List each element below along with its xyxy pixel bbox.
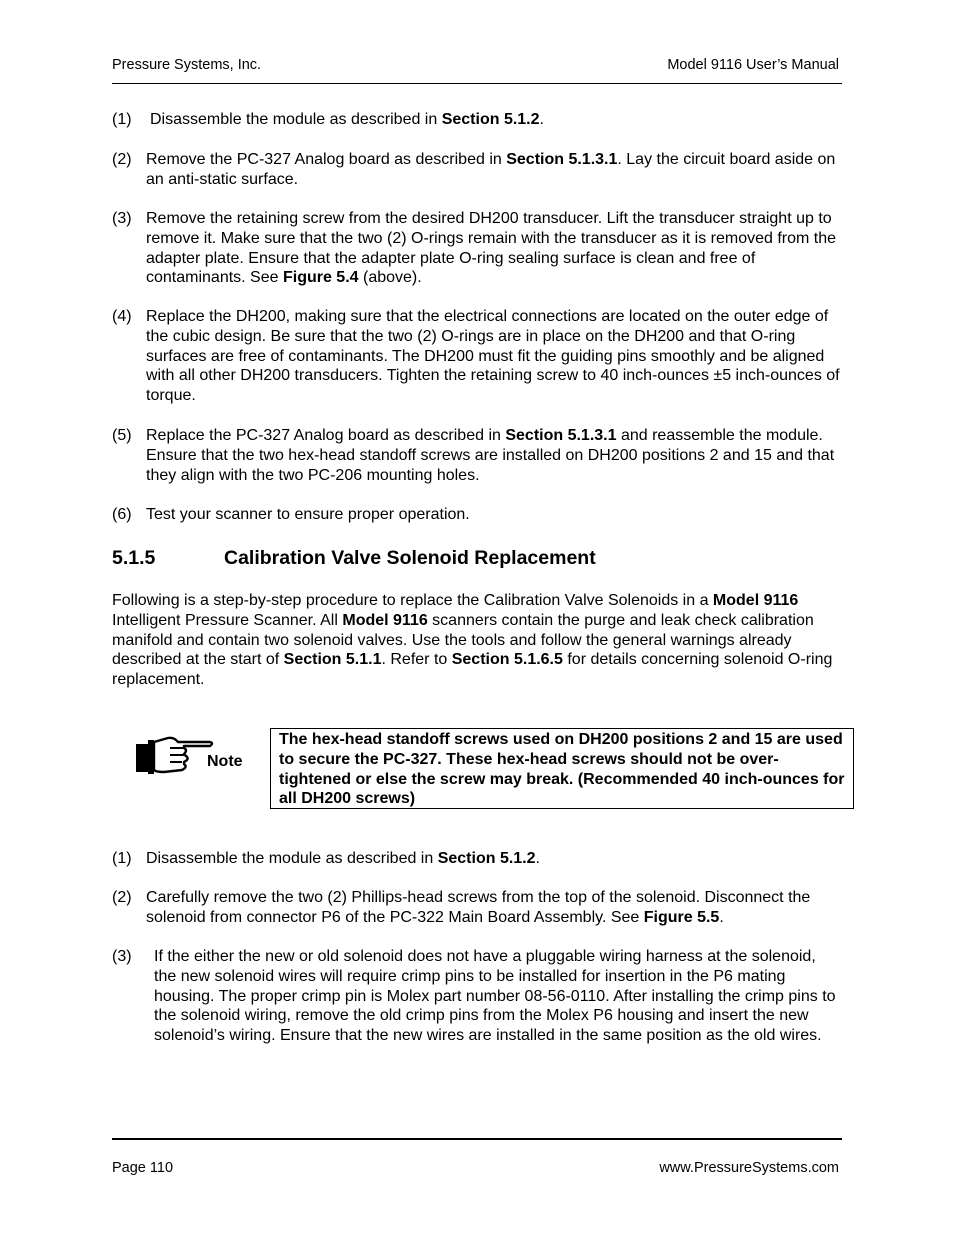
step-number: (3) (112, 948, 132, 965)
step-number: (1) (112, 850, 132, 867)
step-text: Disassemble the module as described in Section 5.1.2. (150, 111, 544, 128)
intro-paragraph: Following is a step-by-step procedure to replace the Calibration Valve Solenoids in a Model 9116 Intelligent Pressure Scanner. All Model 9116 scanners contain the purge and leak check calibration manifold and contain two solenoid valves. Use the tools and follow the general warnings already described at the start of Section 5.1.1. Refer to Section 5.1.6.5 for details concerning solenoid O-ring replacement. (112, 592, 833, 689)
step-number: (3) (112, 210, 132, 227)
step-number: (5) (112, 427, 132, 444)
note-box: The hex-head standoff screws used on DH200 positions 2 and 15 are used to secure the PC-327. These hex-head screws should not be over-tightened or else the screw may break. (Recommended 40 inch-ounces for all DH200 screws) (270, 728, 854, 809)
step-number: (2) (112, 151, 132, 168)
step-text: Test your scanner to ensure proper operation. (146, 506, 470, 523)
section-title: Calibration Valve Solenoid Replacement (224, 547, 596, 569)
step-text: Carefully remove the two (2) Phillips-head screws from the top of the solenoid. Disconnect the solenoid from connector P6 of the PC-322 Main Board Assembly. See Figure 5.5. (146, 889, 811, 926)
step-number: (6) (112, 506, 132, 523)
step-text: Disassemble the module as described in Section 5.1.2. (146, 850, 540, 867)
step-text: Replace the DH200, making sure that the electrical connections are located on the outer edge of the cubic design. Be sure that the two (2) O-rings are in place on the DH200 and that O-ring surfaces are free of contaminants. The DH200 must fit the guiding pins smoothly and be aligned with all other DH200 transducers. Tighten the retaining screw to 40 inch-ounces ±5 inch-ounces of torque. (146, 308, 840, 405)
page-number: Page 110 (112, 1160, 174, 1176)
pointing-hand-icon (134, 734, 216, 774)
step-number: (2) (112, 889, 132, 906)
step-text: Replace the PC-327 Analog board as described in Section 5.1.3.1 and reassemble the module. Ensure that the two hex-head standoff screws are installed on DH200 positions 2 and 15 and that they align with the two PC-206 mounting holes. (146, 427, 835, 484)
website-link[interactable]: www.PressureSystems.com (659, 1160, 839, 1176)
footer-rule (112, 1138, 842, 1140)
step-text: Remove the retaining screw from the desired DH200 transducer. Lift the transducer straight up to remove it. Make sure that the two (2) O-rings remain with the transducer as it is removed from the adapter plate. Ensure that the adapter plate O-ring sealing surface is clean and free of contaminants. See Figure 5.4 (above). (146, 210, 837, 287)
header-manual-title: Model 9116 User’s Manual (667, 57, 839, 73)
section-number: 5.1.5 (112, 547, 156, 569)
step-text: Remove the PC-327 Analog board as described in Section 5.1.3.1. Lay the circuit board aside on an anti-static surface. (146, 151, 836, 188)
header-company: Pressure Systems, Inc. (112, 57, 262, 73)
step-text: If the either the new or old solenoid does not have a pluggable wiring harness at the solenoid, the new solenoid wires will require crimp pins to be installed for insertion in the P6 mating housing. The proper crimp pin is Molex part number 08-56-0110. After installing the crimp pins to the solenoid wiring, remove the old crimp pins from the Molex P6 housing and insert the new solenoid’s wiring. Ensure that the new wires are installed in the same position as the old wires. (154, 948, 836, 1045)
step-number: (1) (112, 111, 132, 128)
section-heading (112, 546, 596, 570)
header-rule (112, 83, 842, 84)
note-label: Note (207, 753, 243, 770)
step-number: (4) (112, 308, 132, 325)
